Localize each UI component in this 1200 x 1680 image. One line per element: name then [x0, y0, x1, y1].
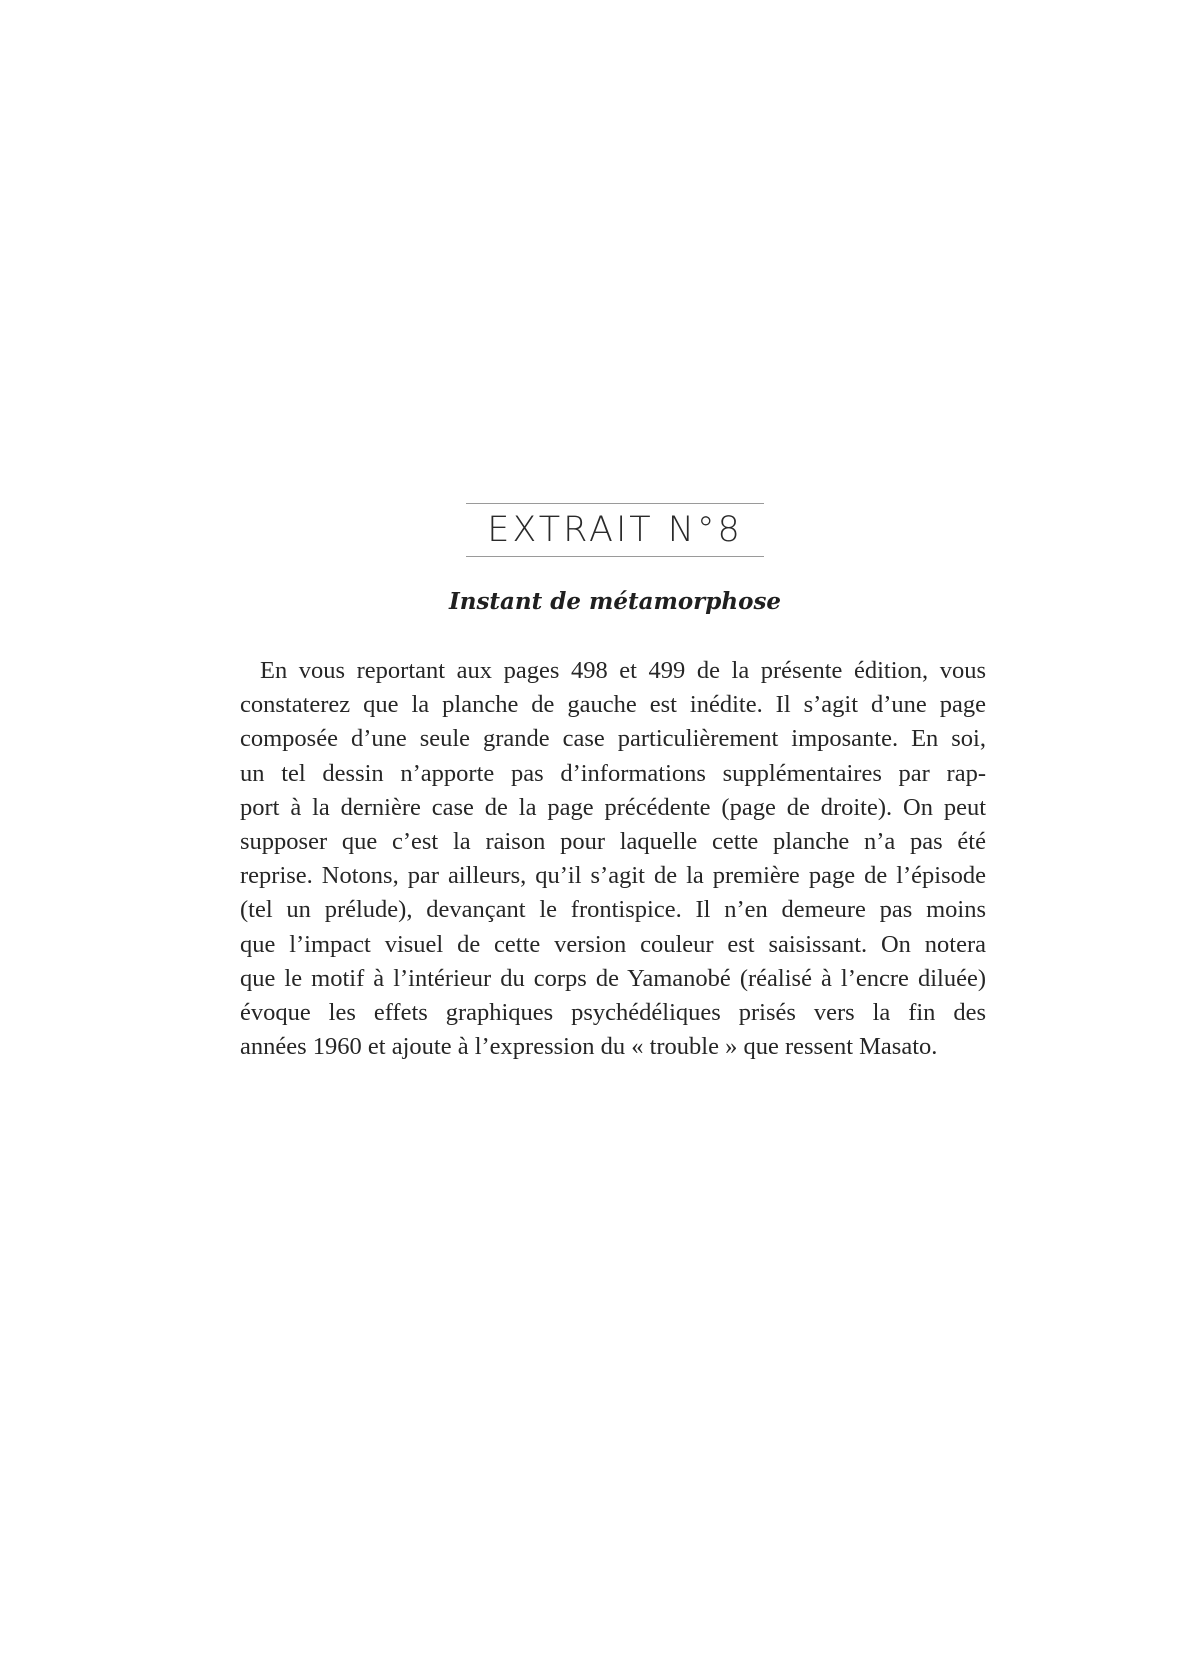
section-subtitle: Instant de métamorphose [448, 588, 782, 615]
paragraph-line: que le motif à l’intérieur du corps de Yamanobé (réalisé à l’encre diluée) [240, 964, 986, 992]
paragraph-line: reprise. Notons, par ailleurs, qu’il s’agit de la première page de l’épisode [240, 862, 986, 890]
paragraph-line: composée d’une seule grande case particulièrement imposante. En soi, [240, 725, 986, 753]
paragraph-line: supposer que c’est la raison pour laquelle cette planche n’a pas été [240, 828, 986, 856]
paragraph-line: constaterez que la planche de gauche est inédite. Il s’agit d’une page [240, 691, 986, 719]
paragraph-line: un tel dessin n’apporte pas d’informations supplémentaires par rap- [240, 759, 986, 787]
paragraph-line: années 1960 et ajoute à l’expression du « trouble » que ressent Masato. [240, 1033, 938, 1061]
body-paragraph [240, 654, 986, 1064]
paragraph-line: (tel un prélude), devançant le frontispice. Il n’en demeure pas moins [240, 896, 986, 924]
paragraph-line: En vous reportant aux pages 498 et 499 de la présente édition, vous [260, 657, 986, 684]
paragraph-line: port à la dernière case de la page précédente (page de droite). On peut [240, 793, 986, 821]
paragraph-line: que l’impact visuel de cette version couleur est saisissant. On notera [240, 930, 986, 958]
heading-rule-box [466, 503, 764, 557]
paragraph-line: évoque les effets graphiques psychédéliques prisés vers la fin des [240, 999, 986, 1027]
page-title: EXTRAIT N°8 [487, 510, 743, 550]
